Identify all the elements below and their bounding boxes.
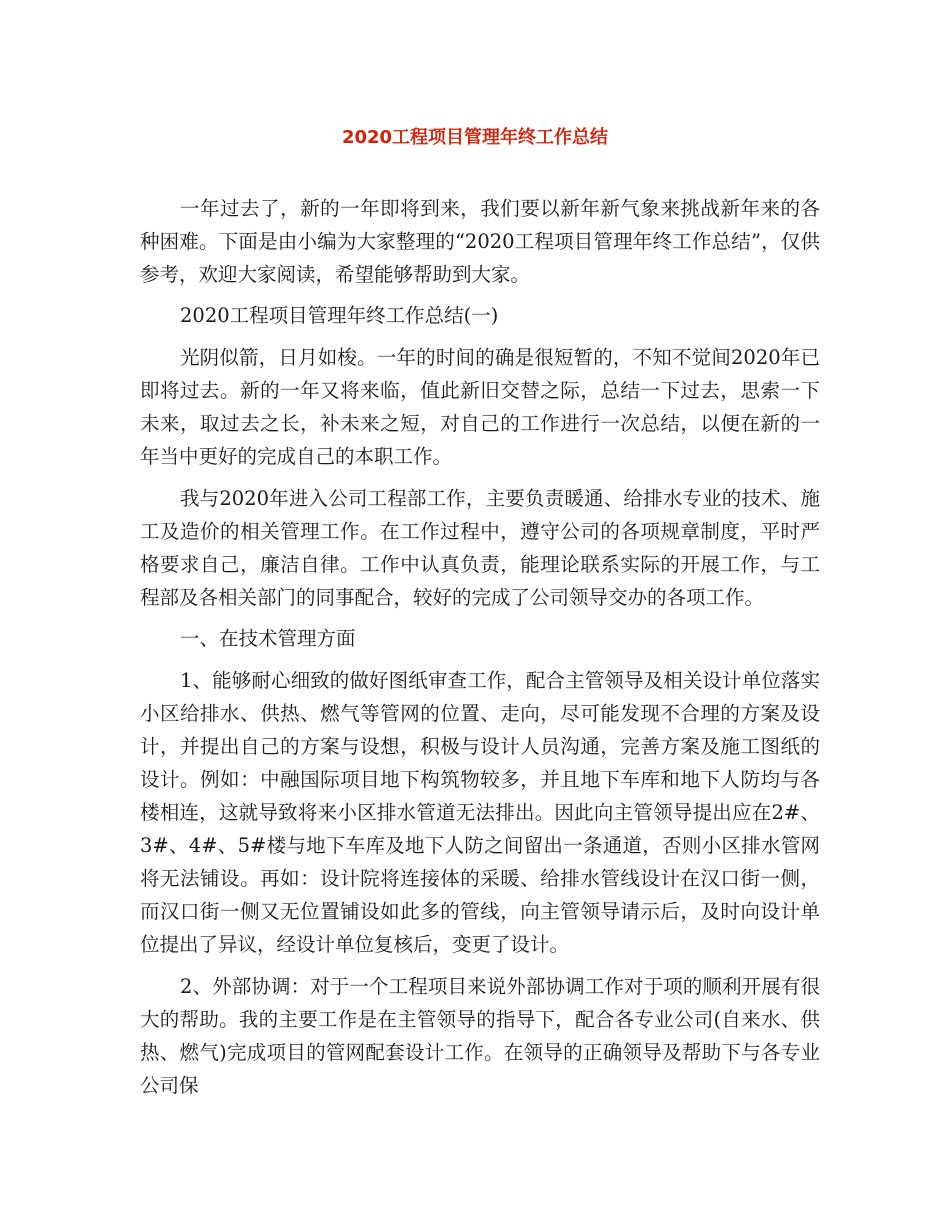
- body-paragraph: 2、外部协调：对于一个工程项目来说外部协调工作对于项的顺利开展有很大的帮助。我的主要工作是在主管领导的指导下，配合各专业公司(自来水、供热、燃气)完成项目的管网配套设计工作。在领导的正确领导及帮助下与各专业公司保: [140, 975, 820, 1097]
- intro-paragraph: 一年过去了，新的一年即将到来，我们要以新年新气象来挑战新年来的各种困难。下面是由小编为大家整理的“2020工程项目管理年终工作总结”，仅供参考，欢迎大家阅读，希望能够帮助到大家。: [140, 197, 820, 286]
- body-paragraph: 1、能够耐心细致的做好图纸审查工作，配合主管领导及相关设计单位落实小区给排水、供热、燃气等管网的位置、走向，尽可能发现不合理的方案及设计，并提出自己的方案与设想，积极与设计人员沟通，完善方案及施工图纸的设计。例如：中融国际项目地下构筑物较多，并且地下车库和地下人防均与各楼相连，这就导致将来小区排水管道无法排出。因此向主管领导提出应在2#、3#、4#、5#楼与地下车库及地下人防之间留出一条通道，否则小区排水管网将无法铺设。再如：设计院将连接体的采暖、给排水管线设计在汉口街一侧，而汉口街一侧又无位置铺设如此多的管线，向主管领导请示后，及时向设计单位提出了异议，经设计单位复核后，变更了设计。: [140, 669, 820, 956]
- document-body: [140, 192, 820, 1111]
- section-heading: 2020工程项目管理年终工作总结(一): [180, 304, 499, 327]
- body-paragraph: 光阴似箭，日月如梭。一年的时间的确是很短暂的，不知不觉间2020年已即将过去。新的一年又将来临，值此新旧交替之际，总结一下过去，思索一下未来，取过去之长，补未来之短，对自己的工作进行一次总结，以便在新的一年当中更好的完成自己的本职工作。: [140, 346, 820, 468]
- body-paragraph: 我与2020年进入公司工程部工作，主要负责暖通、给排水专业的技术、施工及造价的相关管理工作。在工作过程中，遵守公司的各项规章制度，平时严格要求自己，廉洁自律。工作中认真负责，能理论联系实际的开展工作，与工程部及各相关部门的同事配合，较好的完成了公司领导交办的各项工作。: [140, 487, 820, 609]
- document-title: 2020工程项目管理年终工作总结: [341, 127, 609, 148]
- subsection-heading: 一、在技术管理方面: [180, 627, 356, 650]
